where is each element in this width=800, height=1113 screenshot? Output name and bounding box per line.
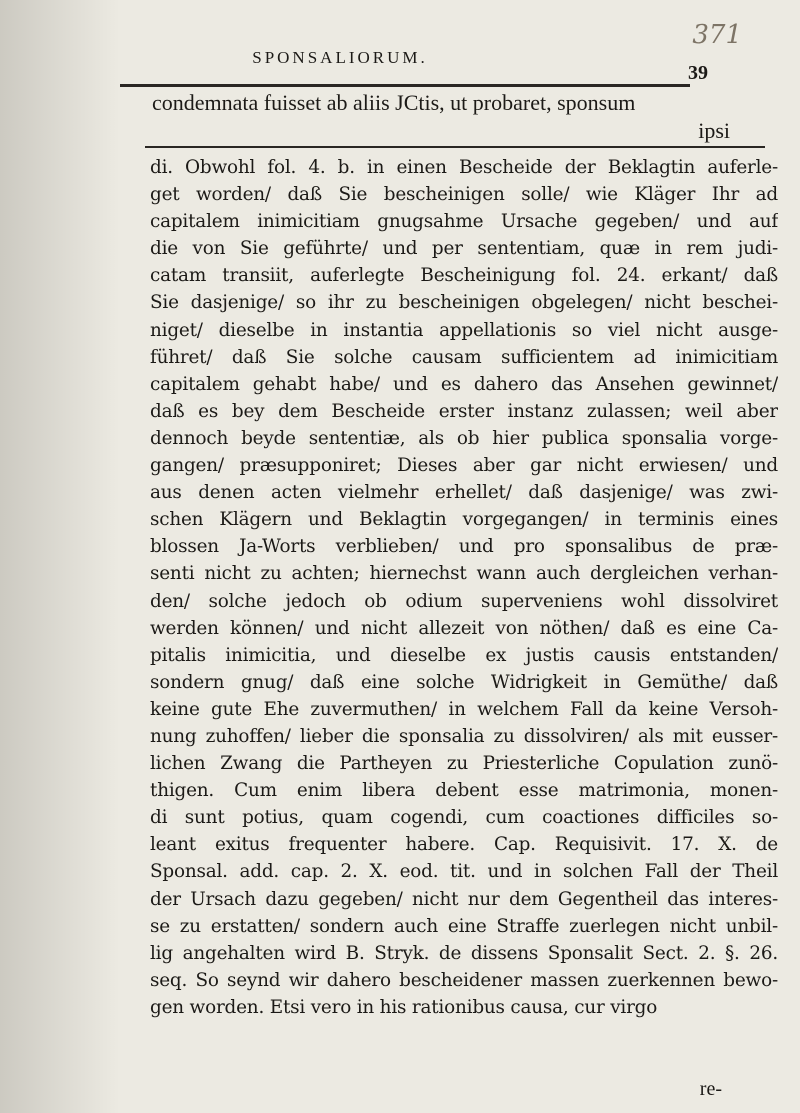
text-line: thigen. Cum enim libera debent esse matrimonia, monen-	[150, 780, 778, 802]
text-line: dennoch beyde sententiæ, als ob hier publica sponsalia vorge-	[150, 427, 778, 449]
text-line: lichen Zwang die Partheyen zu Priesterliche Copulation zunö-	[150, 753, 778, 775]
body-text	[150, 154, 778, 1021]
text-line: leant exitus frequenter habere. Cap. Requisivit. 17. X. de	[150, 834, 778, 856]
text-line: catam transiit, auferlegte Bescheinigung fol. 24. erkant/ daß	[150, 265, 778, 287]
section-rule	[145, 146, 765, 148]
header-rule	[120, 84, 690, 87]
text-line: se zu erstatten/ sondern auch eine Straffe zuerlegen nicht unbil-	[150, 915, 778, 937]
text-line: senti nicht zu achten; hiernechst wann auch dergleichen verhan-	[150, 563, 778, 585]
text-line: nung zuhoffen/ lieber die sponsalia zu dissolviren/ als mit eusser-	[150, 725, 778, 747]
text-line: capitalem inimicitiam gnugsahme Ursache gegeben/ und auf	[150, 211, 778, 233]
page-number: 39	[688, 62, 708, 84]
catchword-top: ipsi	[698, 118, 730, 143]
running-head: SPONSALIORUM.	[252, 48, 428, 67]
binding-shadow	[0, 0, 120, 1113]
text-line: Sie dasjenige/ so ihr zu bescheinigen obgelegen/ nicht beschei-	[150, 292, 778, 314]
text-line: keine gute Ehe zuvermuthen/ in welchem Fall da keine Versoh-	[150, 698, 778, 720]
text-line: führet/ daß Sie solche causam sufficientem ad inimicitiam	[150, 346, 778, 368]
handwritten-folio-number: 371	[692, 20, 742, 50]
text-line: den/ solche jedoch ob odium superveniens wohl dissolviret	[150, 590, 778, 612]
text-line: niget/ dieselbe in instantia appellationis so viel nicht ausge-	[150, 319, 778, 341]
text-line: seq. So seynd wir dahero bescheidener massen zuerkennen bewo-	[150, 969, 778, 991]
text-line: blossen Ja-Worts verblieben/ und pro sponsalibus de præ-	[150, 536, 778, 558]
text-line: aus denen acten vielmehr erhellet/ daß dasjenige/ was zwi-	[150, 482, 778, 504]
text-line: pitalis inimicitia, und dieselbe ex justis causis entstanden/	[150, 644, 778, 666]
text-line: gangen/ præsupponiret; Dieses aber gar nicht erwiesen/ und	[150, 455, 778, 477]
first-text-line: condemnata fuisset ab aliis JCtis, ut probaret, sponsum	[152, 90, 636, 115]
text-line: der Ursach dazu gegeben/ nicht nur dem Gegentheil das interes-	[150, 888, 778, 910]
text-line: capitalem gehabt habe/ und es dahero das Ansehen gewinnet/	[150, 373, 778, 395]
text-line: schen Klägern und Beklagtin vorgegangen/ in terminis eines	[150, 509, 778, 531]
text-line: werden können/ und nicht allezeit von nöthen/ daß es eine Ca-	[150, 617, 778, 639]
text-line: Sponsal. add. cap. 2. X. eod. tit. und in solchen Fall der Theil	[150, 861, 778, 883]
text-line: di sunt potius, quam cogendi, cum coactiones difficiles so-	[150, 807, 778, 829]
text-line: di. Obwohl fol. 4. b. in einen Bescheide der Beklagtin auferle-	[150, 157, 778, 178]
text-line: lig angehalten wird B. Stryk. de dissens Sponsalit Sect. 2. §. 26.	[150, 942, 778, 964]
text-line: gen worden. Etsi vero in his rationibus causa, cur virgo	[150, 996, 658, 1018]
catchword-bottom: re-	[699, 1078, 722, 1100]
text-line: sondern gnug/ daß eine solche Widrigkeit in Gemüthe/ daß	[150, 671, 778, 693]
text-line: die von Sie geführte/ und per sententiam, quæ in rem judi-	[150, 238, 778, 260]
text-line: get worden/ daß Sie bescheinigen solle/ wie Kläger Ihr ad	[150, 184, 778, 206]
text-line: daß es bey dem Bescheide erster instanz zulassen; weil aber	[150, 400, 778, 422]
